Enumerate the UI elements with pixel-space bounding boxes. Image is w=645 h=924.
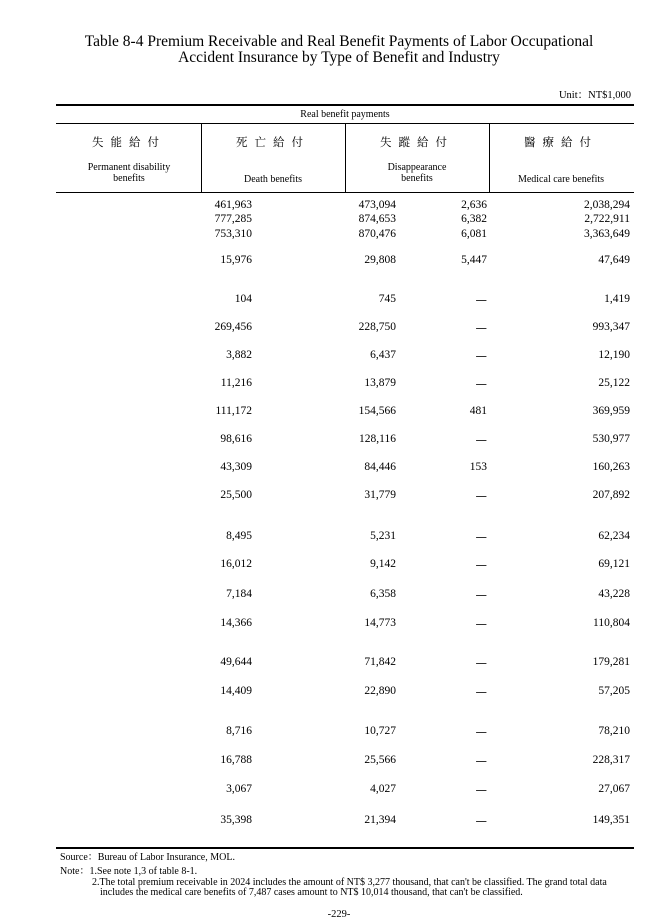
table-cell: 84,446 [364,461,396,473]
col3-en-header: Disappearance benefits [387,162,447,184]
table-cell: 111,172 [215,405,252,417]
table-row [56,293,634,307]
table-cell: 530,977 [592,433,630,445]
table-cell: 35,398 [220,814,252,826]
table-cell: 43,228 [598,588,630,600]
table-cell-dash: — [475,377,487,391]
table-bottom-rule [56,847,634,849]
note-2b: includes the medical care benefits of 7,487 cases amount to NT$ 10,014 thousand, that can't be classified. [100,887,523,898]
table-row [56,530,634,544]
table-cell: 104 [234,293,252,305]
table-cell: 8,495 [226,530,252,542]
table-cell: 228,750 [358,321,396,333]
table-row [56,783,634,797]
table-row [56,617,634,631]
table-cell: 2,722,911 [584,213,630,225]
col1-zh-header: 失能給付 [92,135,166,149]
table-cell: 993,347 [592,321,630,333]
table-cell: 22,890 [364,685,396,697]
table-cell: 753,310 [214,228,252,240]
table-cell-dash: — [475,433,487,447]
table-cell: 2,636 [461,199,487,211]
table-cell-dash: — [475,489,487,503]
table-cell: 14,409 [220,685,252,697]
table-cell: 1,419 [604,293,630,305]
table-cell: 9,142 [370,558,396,570]
table-row [56,588,634,602]
table-cell-dash: — [475,617,487,631]
table-cell: 25,500 [220,489,252,501]
table-cell-dash: — [475,754,487,768]
table-row [56,405,634,419]
table-title-line2: Accident Insurance by Type of Benefit and Industry [178,49,500,66]
note-2a: 2.The total premium receivable in 2024 includes the amount of NT$ 3,277 thousand, that can't be classified. The grand total data [92,877,607,888]
table-cell: 6,437 [370,349,396,361]
table-cell: 6,081 [461,228,487,240]
table-cell: 269,456 [214,321,252,333]
table-cell: 4,027 [370,783,396,795]
note-1: Note：1.See note 1,3 of table 8-1. [60,866,198,877]
table-cell: 16,788 [220,754,252,766]
table-cell-dash: — [475,321,487,335]
col2-en-header: Death benefits [243,174,303,185]
table-cell: 2,038,294 [584,199,630,211]
table-cell-dash: — [475,783,487,797]
col4-en-header: Medical care benefits [517,174,605,185]
table-row [56,814,634,828]
table-row [56,377,634,391]
table-cell: 49,644 [220,656,252,668]
col4-zh-header: 醫療給付 [524,135,598,149]
table-row [56,254,634,268]
table-cell: 69,121 [598,558,630,570]
table-cell: 5,447 [461,254,487,266]
table-cell: 25,566 [364,754,396,766]
source-note: Source：Bureau of Labor Insurance, MOL. [60,852,235,863]
table-cell: 21,394 [364,814,396,826]
table-cell: 777,285 [214,213,252,225]
table-row [56,213,634,227]
table-cell: 6,382 [461,213,487,225]
table-cell: 98,616 [220,433,252,445]
table-cell: 25,122 [598,377,630,389]
table-cell-dash: — [475,588,487,602]
table-row [56,754,634,768]
table-cell: 6,358 [370,588,396,600]
table-cell: 473,094 [358,199,396,211]
table-cell: 369,959 [592,405,630,417]
group-header: Real benefit payments [300,109,390,120]
table-cell: 14,366 [220,617,252,629]
col2-zh-header: 死亡給付 [236,135,310,149]
table-cell: 78,210 [598,725,630,737]
table-cell: 16,012 [220,558,252,570]
table-cell: 62,234 [598,530,630,542]
page-number: -229- [327,909,351,920]
table-cell: 8,716 [226,725,252,737]
table-cell: 874,653 [358,213,396,225]
table-cell: 29,808 [364,254,396,266]
table-cell: 160,263 [592,461,630,473]
col1-en-header: Permanent disability benefits [87,162,171,184]
table-cell-dash: — [475,814,487,828]
table-cell: 128,116 [359,433,396,445]
table-cell: 149,351 [592,814,630,826]
table-cell: 10,727 [364,725,396,737]
table-cell-dash: — [475,685,487,699]
table-cell: 12,190 [598,349,630,361]
table-cell: 43,309 [220,461,252,473]
table-cell: 11,216 [220,377,252,389]
table-cell: 461,963 [214,199,252,211]
table-cell: 179,281 [592,656,630,668]
table-row [56,489,634,503]
table-cell: 31,779 [364,489,396,501]
col3-zh-header: 失蹤給付 [380,135,454,149]
table-cell: 71,842 [364,656,396,668]
table-cell: 5,231 [370,530,396,542]
table-cell: 27,067 [598,783,630,795]
table-cell: 3,882 [226,349,252,361]
table-cell: 13,879 [364,377,396,389]
table-cell-dash: — [475,349,487,363]
table-cell-dash: — [475,656,487,670]
unit-label: Unit：NT$1,000 [558,90,631,101]
table-cell: 154,566 [358,405,396,417]
table-row [56,461,634,475]
table-row [56,321,634,335]
table-cell: 110,804 [593,617,630,629]
table-row [56,228,634,242]
table-cell: 153 [469,461,487,473]
table-top-rule [56,104,634,106]
table-cell: 15,976 [220,254,252,266]
table-row [56,199,634,213]
table-cell: 57,205 [598,685,630,697]
table-cell: 481 [469,405,487,417]
table-title-line1: Table 8-4 Premium Receivable and Real Benefit Payments of Labor Occupational [84,33,594,50]
table-cell: 3,067 [226,783,252,795]
table-row [56,558,634,572]
table-cell: 870,476 [358,228,396,240]
table-cell-dash: — [475,725,487,739]
table-cell: 207,892 [592,489,630,501]
table-row [56,656,634,670]
table-row [56,685,634,699]
table-cell-dash: — [475,293,487,307]
table-cell: 745 [378,293,396,305]
table-cell: 14,773 [364,617,396,629]
table-row [56,349,634,363]
table-row [56,725,634,739]
table-cell: 7,184 [226,588,252,600]
table-cell: 228,317 [592,754,630,766]
table-cell: 3,363,649 [584,228,630,240]
table-row [56,433,634,447]
table-cell: 47,649 [598,254,630,266]
table-cell-dash: — [475,530,487,544]
table-cell-dash: — [475,558,487,572]
